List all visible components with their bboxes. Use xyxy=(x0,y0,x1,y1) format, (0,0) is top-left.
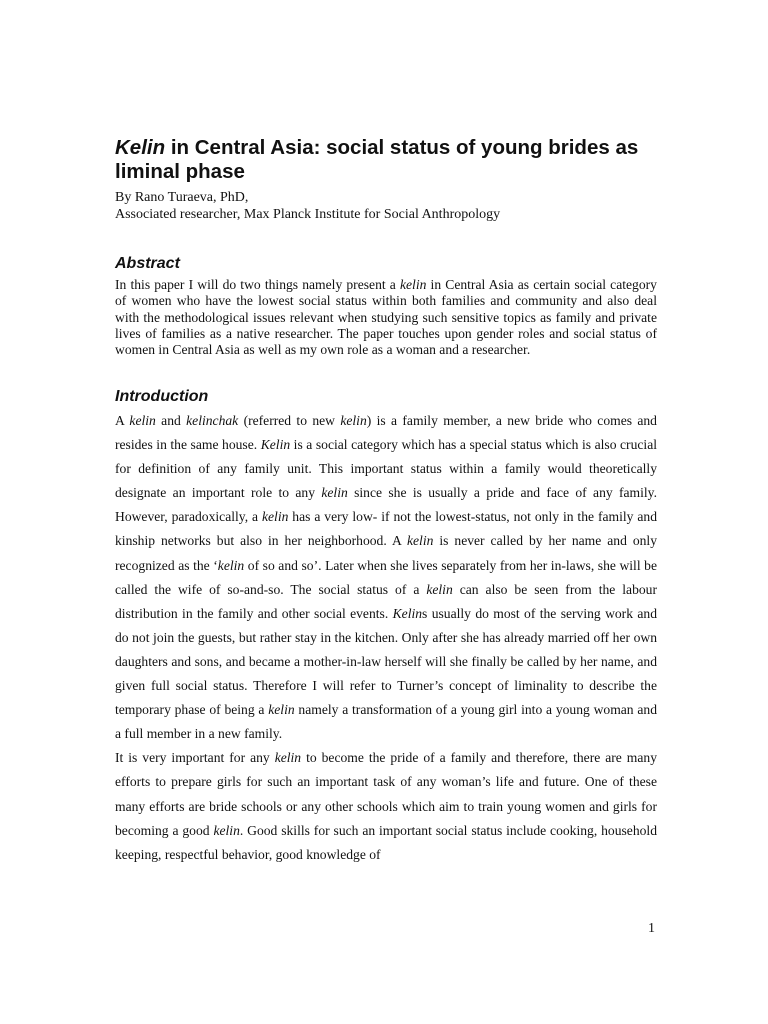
italic-term: Kelin xyxy=(392,605,423,621)
author-line: By Rano Turaeva, PhD, xyxy=(115,190,249,205)
title-italic-word: Kelin xyxy=(115,136,166,159)
italic-term: kelin xyxy=(268,702,295,718)
text-run: namely a transformation of a young girl into a young woman and a full member in a new family. xyxy=(115,702,657,742)
paper-title xyxy=(115,136,675,184)
text-run: can also be seen from the labour distribution in the family and other social events. xyxy=(115,581,657,621)
text-run: and xyxy=(155,413,187,428)
title-rest: in Central Asia: social status of young brides as liminal phase xyxy=(115,136,639,183)
text-run: It is very important for any xyxy=(115,750,275,766)
page-number: 1 xyxy=(648,921,655,936)
italic-term: kelin xyxy=(213,822,240,838)
abstract-text-2: in Central Asia as certain social category of women who have the lowest social status within both families and community and also deal with the methodological issues relevant when studying such sensitive topics as family and private lives of families as a native researcher. The paper touches upon gender roles and social status of women in Central Asia as well as my own role as a woman and a researcher. xyxy=(115,277,657,358)
italic-term: kelinchak xyxy=(186,413,239,428)
introduction-heading: Introduction xyxy=(115,388,209,405)
text-run: A xyxy=(115,413,130,428)
italic-term: kelin xyxy=(321,485,348,501)
abstract-text-1: In this paper I will do two things namely present a xyxy=(115,277,400,292)
introduction-paragraph-1 xyxy=(115,409,657,746)
text-run: to become the pride of a family and therefore, there are many efforts to prepare girls for such an important task of any woman’s life and future. One of these many efforts are bride schools or any other schools which aim to train young women and girls for becoming a good xyxy=(115,750,658,838)
abstract-italic-kelin: kelin xyxy=(399,277,427,292)
italic-term: Kelin xyxy=(260,437,291,453)
affiliation-line: Associated researcher, Max Planck Institute for Social Anthropology xyxy=(115,207,501,222)
italic-term: kelin xyxy=(129,413,156,428)
text-run: has a very low- if not the lowest-status, not only in the family and kinship networks but also in her neighborhood. A xyxy=(115,509,657,549)
text-run: since she is usually a pride and face of any family. However, paradoxically, a xyxy=(115,485,657,525)
italic-term: kelin xyxy=(406,533,434,549)
byline xyxy=(115,189,500,223)
text-run: (referred to new xyxy=(238,413,341,428)
introduction-body xyxy=(115,409,657,867)
abstract-heading: Abstract xyxy=(115,255,180,272)
italic-term: kelin xyxy=(274,750,302,766)
text-run: . Good skills for such an important social status include cooking, household keeping, respectful behavior, good knowledge of xyxy=(115,822,657,862)
text-run: of so and so’. Later when she lives separately from her in-laws, she will be called the wife of so-and-so. The social status of a xyxy=(115,557,657,597)
abstract-body xyxy=(115,277,657,358)
text-run: is never called by her name and only recognized as the ‘ xyxy=(115,533,657,573)
italic-term: kelin xyxy=(261,509,289,525)
text-run: ) is a family member, a new bride who comes and resides in the same house. xyxy=(115,413,657,453)
italic-term: kelin xyxy=(217,557,245,573)
text-run: s usually do most of the serving work and do not join the guests, but rather stay in the kitchen. Only after she has already married off her own daughters and sons, and became a mother-in-law herself will she finally be called by her name, and given full social status. Therefore I will refer to Turner’s concept of liminality to describe the temporary phase of being a xyxy=(115,605,657,718)
italic-term: kelin xyxy=(426,581,453,597)
italic-term: kelin xyxy=(340,413,367,428)
introduction-paragraph-2 xyxy=(115,746,657,866)
text-run: is a social category which has a special status which is also crucial for definition of any family unit. This important status within a family would theoretically designate an important role to any xyxy=(115,437,658,501)
